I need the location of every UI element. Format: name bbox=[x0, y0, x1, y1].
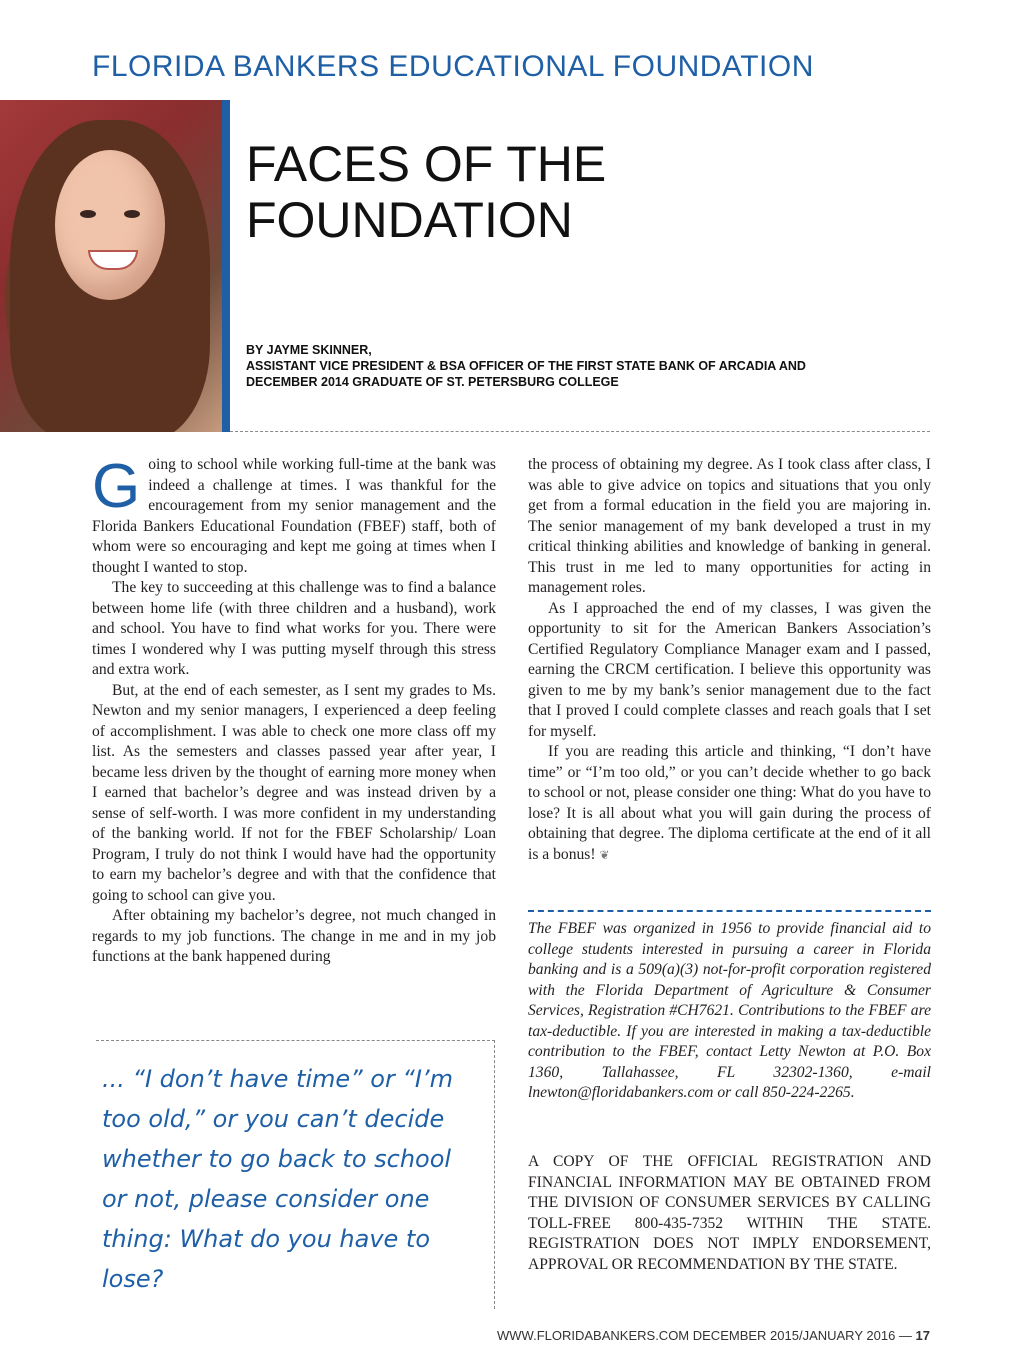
paragraph-6: If you are reading this article and thinking, “I don’t have time” or “I’m too old,” or you can’t decide whether to go back to school or not, please consider one thing: What do you have to lose? It is all about what you will gain during the process of obtaining that degree. The diploma certificate at the end of it all is a bonus! ❦ bbox=[528, 743, 931, 863]
footer-text: WWW.FLORIDABANKERS.COM DECEMBER 2015/JANUARY 2016 — bbox=[497, 1328, 916, 1343]
pull-quote: ... “I don’t have time” or “I’m too old,” or you can’t decide whether to go back to school or not, please consider one thing: What do you have to lose? bbox=[102, 1065, 453, 1293]
paragraph-4-continued: the process of obtaining my degree. As I took class after class, I was able to give advice on topics and situations that you only get from a formal education in the field you are majoring in. The senior management of my bank developed a trust in my critical thinking abilities and knowledge of banking in general. This trust in me led to many opportunities for acting in management roles. bbox=[528, 456, 931, 596]
byline-title: ASSISTANT VICE PRESIDENT & BSA OFFICER OF THE FIRST STATE BANK OF ARCADIA AND bbox=[246, 359, 806, 373]
paragraph-1: Going to school while working full-time at the bank was indeed a challenge at times. I was thankful for the encouragement from my senior management and the Florida Bankers Educational Foundation (FBEF) staff, both of whom were so encouraging and kept me going at times when I thought I wanted to stop. bbox=[92, 452, 496, 576]
drop-cap: G bbox=[92, 452, 141, 521]
section-label: FLORIDA BANKERS EDUCATIONAL FOUNDATION bbox=[92, 50, 814, 83]
article-column-2 bbox=[528, 455, 931, 865]
legal-notice: A COPY OF THE OFFICIAL REGISTRATION AND FINANCIAL INFORMATION MAY BE OBTAINED FROM THE DIVISION OF CONSUMER SERVICES BY CALLING TOLL-FREE 800-435-7352 WITHIN THE STATE. REGISTRATION DOES NOT IMPLY ENDORSEMENT, APPROVAL OR RECOMMENDATION BY THE STATE. bbox=[528, 1153, 931, 1273]
header-divider bbox=[230, 431, 930, 432]
headline-line-1: FACES OF THE bbox=[246, 136, 607, 192]
byline-credential: DECEMBER 2014 GRADUATE OF ST. PETERSBURG COLLEGE bbox=[246, 375, 619, 389]
paragraph-3: But, at the end of each semester, as I sent my grades to Ms. Newton and my senior managers, I experienced a deep feeling of accomplishment. I was able to check one more class off my list. As the semesters and classes passed year after year, I became less driven by the thought of earning more money when I earned that bachelor’s degree and was instead driven by a sense of self-worth. I was more confident in my understanding of the banking world. If not for the FBEF Scholarship/ Loan Program, I truly do not think I would have had the opportunity to earn my bachelor’s degree and with that the confidence that going to school can give you. bbox=[92, 681, 496, 904]
page-footer bbox=[497, 1328, 930, 1343]
paragraph-2: The key to succeeding at this challenge was to find a balance between home life (with three children and a husband), work and school. You have to find what works for you. There were times I wondered why I was putting myself through this stress and extra work. bbox=[92, 579, 496, 678]
about-divider bbox=[528, 910, 931, 912]
byline-author: BY JAYME SKINNER, bbox=[246, 343, 372, 357]
page-number: 17 bbox=[915, 1328, 930, 1343]
article-column-1 bbox=[92, 452, 496, 968]
paragraph-4: After obtaining my bachelor’s degree, not much changed in regards to my job functions. The change in me and in my job functions at the bank happened during bbox=[92, 907, 496, 965]
end-mark-icon: ❦ bbox=[599, 847, 610, 862]
byline bbox=[246, 342, 806, 390]
accent-bar bbox=[222, 100, 230, 432]
about-fbef: The FBEF was organized in 1956 to provide financial aid to college students interested in pursuing a career in Florida banking and is a 509(a)(3) not-for-profit corporation registered with the Florida Department of Agriculture & Consumer Services, Registration #CH7621. Contributions to the FBEF are tax-deductible. If you are interested in making a tax-deductible contribution to the FBEF, contact Letty Newton at P.O. Box 1360, Tallahassee, FL 32302-1360, e-mail lnewton@floridabankers.com or call 850-224-2265. bbox=[528, 920, 931, 1101]
headline-line-2: FOUNDATION bbox=[246, 192, 573, 248]
pull-quote-box bbox=[96, 1040, 495, 1309]
paragraph-5: As I approached the end of my classes, I was given the opportunity to sit for the American Bankers Association’s Certified Regulatory Compliance Manager exam and I passed, earning the CRCM certification. I believe this opportunity was given to me by my bank’s senior management due to the fact that I proved I could complete classes and reach goals that I set for myself. bbox=[528, 599, 931, 740]
author-photo bbox=[0, 100, 222, 432]
article-headline bbox=[246, 136, 606, 248]
